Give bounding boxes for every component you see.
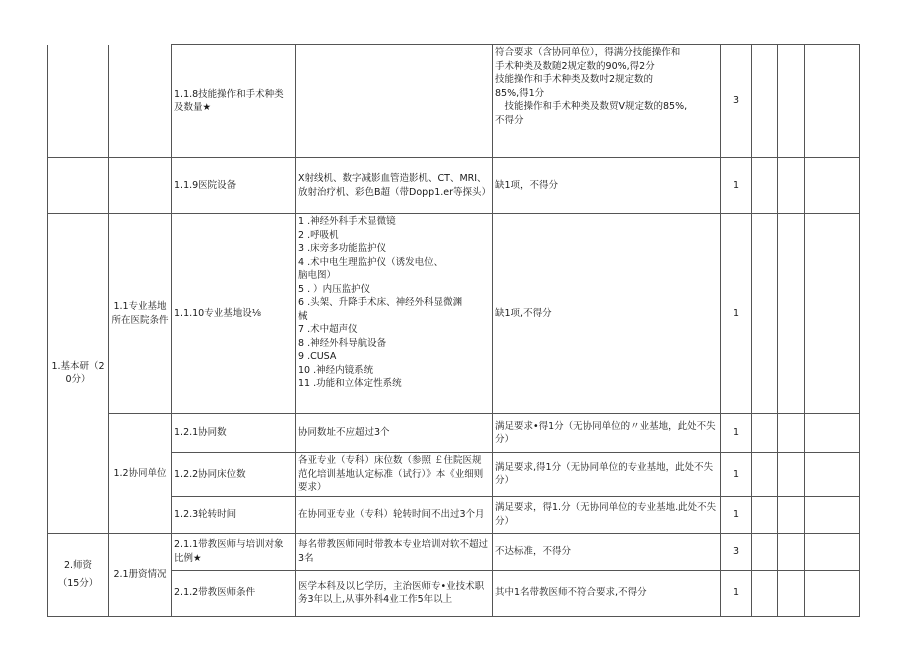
standard-cell [493, 45, 721, 158]
blank-cell [805, 158, 860, 214]
equipment-item: 9 .CUSA [298, 351, 337, 362]
item-cell: 1.2.1协同数 [172, 414, 296, 453]
item-cell: 1.2.2协同床位数 [172, 453, 296, 497]
blank-cell [805, 533, 860, 570]
score-cell: 3 [721, 533, 752, 570]
level2-cell: 2.1册资情况 [109, 533, 172, 616]
standard-line: 手术种类及数随2规定数的90%,得2分 [495, 60, 655, 72]
blank-cell [752, 45, 778, 158]
standard-cell: 缺1项，不得分 [493, 158, 721, 214]
standard-line: 技能操作和手术种类及数贸V规定数的85%, [495, 101, 688, 112]
blank-cell [778, 214, 805, 414]
blank-cell [805, 45, 860, 158]
content-cell: 在协同亚专业（专科）轮转时间不出过3个月 [296, 496, 493, 533]
equipment-item: 5 . ）内压监护仪 [298, 283, 371, 295]
equipment-item: 1 .神经外科手术显微镜 [298, 216, 396, 227]
level1-cell: 1.基本研（20分） [48, 214, 109, 534]
table-row [48, 533, 860, 570]
blank-cell [752, 453, 778, 497]
level1-cell-continued [48, 45, 109, 158]
standard-cell: 其中1名带教医师不符合要求,不得分 [493, 570, 721, 616]
level1-teacher-line2: （15分） [57, 577, 99, 589]
blank-cell [778, 453, 805, 497]
standard-cell: 满足要求，得1.分（无协同单位的专业基地.此处不失分） [493, 496, 721, 533]
blank-cell [805, 570, 860, 616]
blank-cell [752, 570, 778, 616]
level2-cell [109, 158, 172, 214]
score-cell: 1 [721, 453, 752, 497]
table-row [48, 158, 860, 214]
item-cell: 2.1.1带教医师与培训对象比例★ [172, 533, 296, 570]
level1-teacher-line1: 2.师资 [63, 560, 93, 571]
content-cell [296, 214, 493, 414]
blank-cell [752, 414, 778, 453]
equipment-item: 6 .头架、升降手术床、神经外科显微渊 [298, 297, 463, 308]
item-cell: 1.1.8技能操作和手术种类及数量★ [172, 45, 296, 158]
blank-cell [805, 496, 860, 533]
level2-cell: 1.2协同单位 [109, 414, 172, 534]
blank-cell [752, 496, 778, 533]
equipment-item: 3 .床旁多功能监护仪 [298, 243, 387, 254]
score-cell: 1 [721, 496, 752, 533]
score-cell: 1 [721, 570, 752, 616]
equipment-item: 械 [298, 310, 308, 322]
score-cell: 3 [721, 45, 752, 158]
level1-cell-continued [48, 158, 109, 214]
blank-cell [778, 45, 805, 158]
item-cell: 1.2.3轮转时间 [172, 496, 296, 533]
standard-cell: 缺1项,不得分 [493, 214, 721, 414]
content-cell: 各亚专业（专科）床位数（参照 ￡住院医规范化培训基地认定标准（试行）》本《业细则要求） [296, 453, 493, 497]
content-cell: 协同数址不应超过3个 [296, 414, 493, 453]
table-row [48, 45, 860, 158]
standard-line: 85%,得1分 [495, 87, 545, 99]
equipment-item: 2 .呼吸机 [298, 229, 339, 241]
blank-cell [778, 496, 805, 533]
standard-line: 不得分 [495, 114, 524, 126]
standard-line: 符合要求（含协同单位），得满分技能操作和 [495, 47, 681, 58]
equipment-item: 脑电图） [298, 270, 337, 281]
item-cell: 1.1.10专业基地设⅛ [172, 214, 296, 414]
equipment-item: 4 .术中电生理监护仪（诱发电位、 [298, 256, 444, 268]
score-cell: 1 [721, 214, 752, 414]
content-cell: 医学本科及以匕学历，主治医师专•业技术职务3年以上,从事外科4业工作5年以上 [296, 570, 493, 616]
blank-cell [805, 414, 860, 453]
blank-cell [805, 214, 860, 414]
table-row [48, 214, 860, 414]
standard-cell: 满足要求•得1分（无协同单位的〃业基地，此处不失分） [493, 414, 721, 453]
blank-cell [778, 533, 805, 570]
equipment-item: 10 .神经内镜系统 [298, 364, 374, 376]
score-cell: 1 [721, 158, 752, 214]
equipment-item: 8 .神经外科导航设备 [298, 337, 387, 349]
standard-cell: 满足要求,得1分（无协同单位的专业基地，此处不失分） [493, 453, 721, 497]
standard-line: 技能操作和手术种类及数吋2规定数的 [495, 74, 654, 85]
blank-cell [778, 414, 805, 453]
blank-cell [752, 214, 778, 414]
content-cell: X射线机、数字减影血管造影机、CT、MRI、放射治疗机、彩色B超（带Dopp1.er等探头） [296, 158, 493, 214]
level2-cell: 1.1专业基地所在医院条件 [109, 214, 172, 414]
level2-cell-continued [109, 45, 172, 158]
blank-cell [752, 533, 778, 570]
equipment-item: 7 .术中超声仪 [298, 324, 358, 335]
content-cell [296, 45, 493, 158]
table-row [48, 414, 860, 453]
item-cell: 1.1.9医院设备 [172, 158, 296, 214]
blank-cell [778, 570, 805, 616]
evaluation-table [47, 44, 860, 617]
blank-cell [752, 158, 778, 214]
score-cell: 1 [721, 414, 752, 453]
equipment-item: 11 .功能和立体定性系统 [298, 378, 402, 389]
item-cell: 2.1.2带教医师条件 [172, 570, 296, 616]
blank-cell [805, 453, 860, 497]
standard-cell: 不达标准，不得分 [493, 533, 721, 570]
content-cell: 每名带教医师同时带教本专业培训对软不超过3名 [296, 533, 493, 570]
blank-cell [778, 158, 805, 214]
level1-cell [48, 533, 109, 616]
